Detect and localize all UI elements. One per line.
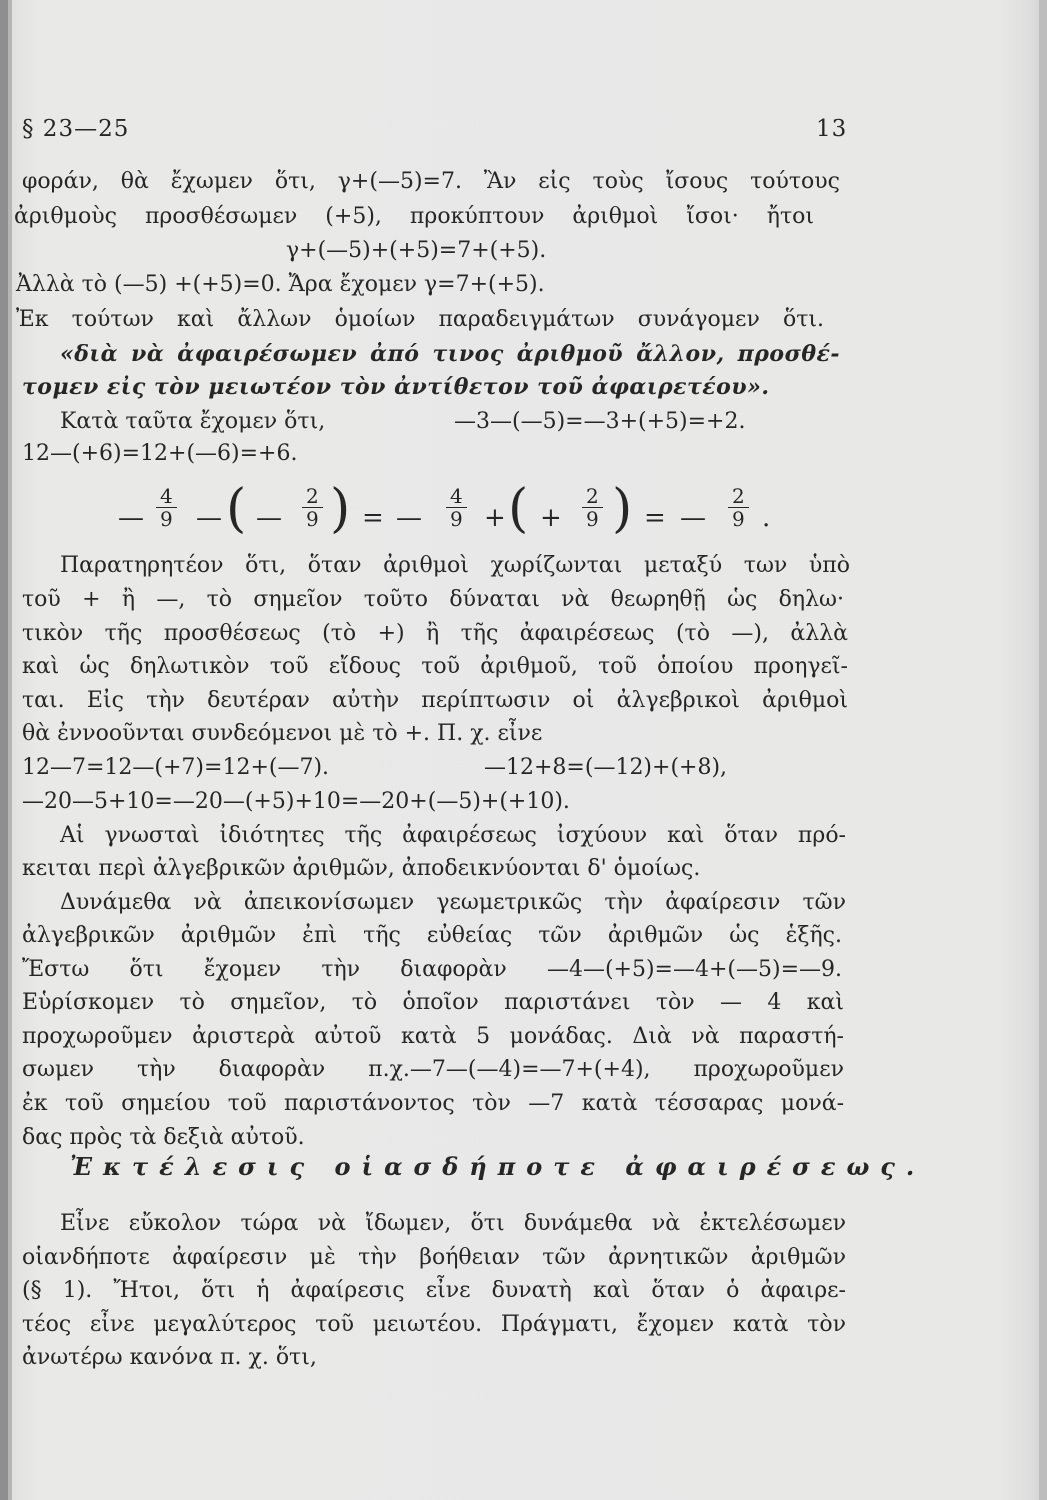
text-line: οἱανδήποτε ἀφαίρεσιν μὲ τὴν βοήθειαν τῶν ἀρνητικῶν ἀριθμῶν [22,1245,846,1270]
minus-sign: — [396,503,422,533]
book-spine-shadow [0,0,8,1500]
fraction-equation [0,479,1047,553]
minus-sign: — [680,503,706,533]
text-line: ἐκ τοῦ σημείου τοῦ παριστάνοντος τὸν —7 κατὰ τέσσαρας μονά- [22,1091,844,1116]
text-line: (§ 1). Ἤτοι, ὅτι ἡ ἀφαίρεσις εἶνε δυνατὴ καὶ ὅταν ὁ ἀφαιρε- [22,1278,846,1303]
text-line: Παρατηρητέον ὅτι, ὅταν ἀριθμοὶ χωρίζωνται μεταξύ των ὑπὸ [60,553,850,578]
minus-sign: — [196,503,222,533]
fraction-numerator: 4 [446,485,467,508]
text-line: ἀνωτέρω κανόνα π. χ. ὅτι, [22,1345,317,1370]
fraction-numerator: 2 [582,485,603,508]
fraction-denominator: 9 [586,507,599,531]
fraction [582,485,603,530]
open-paren: ( [226,479,247,539]
text-line: Αἱ γνωσταὶ ἰδιότητες τῆς ἀφαιρέσεως ἰσχύουν καὶ ὅταν πρό- [60,823,846,848]
page-right-edge [1039,0,1047,1500]
equation-line: —20—5+10=—20—(+5)+10=—20+(—5)+(+10). [22,789,570,814]
fraction-denominator: 9 [732,507,745,531]
minus-sign: — [256,503,282,533]
text-line: προχωροῦμεν ἀριστερὰ αὐτοῦ κατὰ 5 μονάδας. Διὰ νὰ παραστή- [22,1024,844,1049]
text-line: ἀλγεβρικῶν ἀριθμῶν ἐπὶ τῆς εὐθείας τῶν ἀριθμῶν ὡς ἑξῆς. [22,923,842,948]
equation-line: —12+8=(—12)+(+8), [484,755,728,780]
fraction [156,485,177,530]
fraction [446,485,467,530]
fraction-denominator: 9 [306,507,319,531]
minus-sign: — [118,503,144,533]
text-line: δας πρὸς τὰ δεξιὰ αὐτοῦ. [22,1125,305,1150]
fraction [302,485,323,530]
text-line: Κατὰ ταῦτα ἔχομεν ὅτι, [60,409,326,434]
text-line: τικὸν τῆς προσθέσεως (τὸ +) ἢ τῆς ἀφαιρέσεως (τὸ —), ἀλλὰ [22,621,848,646]
close-paren: ) [330,479,351,539]
fraction-denominator: 9 [160,507,173,531]
plus-sign: + [540,503,562,533]
text-line: φοράν, θὰ ἔχωμεν ὅτι, γ+(—5)=7. Ἂν εἰς τοὺς ἴσους τούτους [22,169,840,194]
equation-line: 12—(+6)=12+(—6)=+6. [22,441,298,466]
text-line: τοῦ + ἢ —, τὸ σημεῖον τοῦτο δύναται νὰ θεωρηθῇ ὡς δηλω· [22,587,844,612]
text-line: σωμεν τὴν διαφορὰν π.χ.—7—(—4)=—7+(+4), προχωροῦμεν [22,1057,844,1082]
rule-italic-line: «διὰ νὰ ἀφαιρέσωμεν ἀπό τινος ἀριθμοῦ ἄλλον, προσθέ- [60,341,840,367]
page-number: 13 [816,116,848,142]
text-line: τέος εἶνε μεγαλύτερος τοῦ μειωτέου. Πράγματι, ἔχομεν κατὰ τὸν [22,1312,846,1337]
equation-line: 12—7=12—(+7)=12+(—7). [22,755,330,780]
text-line: Ἐκ τούτων καὶ ἄλλων ὁμοίων παραδειγμάτων συνάγομεν ὅτι. [16,307,824,332]
text-line: θὰ ἐννοοῦνται συνδεόμενοι μὲ τὸ +. Π. χ. εἶνε [22,721,543,746]
period: . [762,503,771,533]
open-paren: ( [508,479,529,539]
rule-italic-line: τομεν εἰς τὸν μειωτέον τὸν ἀντίθετον τοῦ ἀφαιρετέου». [22,374,770,400]
equation-line: —3—(—5)=—3+(+5)=+2. [454,409,746,434]
book-spine-edge [8,0,12,1500]
fraction-numerator: 2 [302,485,323,508]
section-reference: § 23—25 [22,116,130,142]
section-heading: Ἐκτέλεσις οἱασδήποτε ἀφαιρέσεως. [70,1152,926,1181]
text-line: ἀριθμοὺς προσθέσωμεν (+5), προκύπτουν ἀριθμοὶ ἴσοι· ἤτοι [14,204,814,229]
text-line: Δυνάμεθα νὰ ἀπεικονίσωμεν γεωμετρικῶς τὴν ἀφαίρεσιν τῶν [60,890,846,915]
text-line: καὶ ὡς δηλωτικὸν τοῦ εἴδους τοῦ ἀριθμοῦ, τοῦ ὁποίου προηγεῖ- [22,654,848,679]
close-paren: ) [612,479,633,539]
fraction-numerator: 2 [728,485,749,508]
text-line: Εὑρίσκομεν τὸ σημεῖον, τὸ ὁποῖον παριστάνει τὸν — 4 καὶ [22,990,844,1015]
text-line: κειται περὶ ἀλγεβρικῶν ἀριθμῶν, ἀποδεικνύονται δ' ὁμοίως. [22,856,701,881]
equation-line: γ+(—5)+(+5)=7+(+5). [286,238,547,263]
text-line: Ἀλλὰ τὸ (—5) +(+5)=0. Ἄρα ἔχομεν γ=7+(+5). [16,272,545,297]
text-line: ται. Εἰς τὴν δευτέραν αὐτὴν περίπτωσιν οἱ ἀλγεβρικοὶ ἀριθμοὶ [22,688,848,713]
text-line: Εἶνε εὔκολον τώρα νὰ ἴδωμεν, ὅτι δυνάμεθα νὰ ἐκτελέσωμεν [60,1211,846,1236]
fraction [728,485,749,530]
fraction-numerator: 4 [156,485,177,508]
equals-sign: = [362,503,384,533]
fraction-denominator: 9 [450,507,463,531]
plus-sign: + [484,503,506,533]
text-line: Ἔστω ὅτι ἔχομεν τὴν διαφορὰν —4—(+5)=—4+(—5)=—9. [22,957,842,982]
equals-sign: = [644,503,666,533]
